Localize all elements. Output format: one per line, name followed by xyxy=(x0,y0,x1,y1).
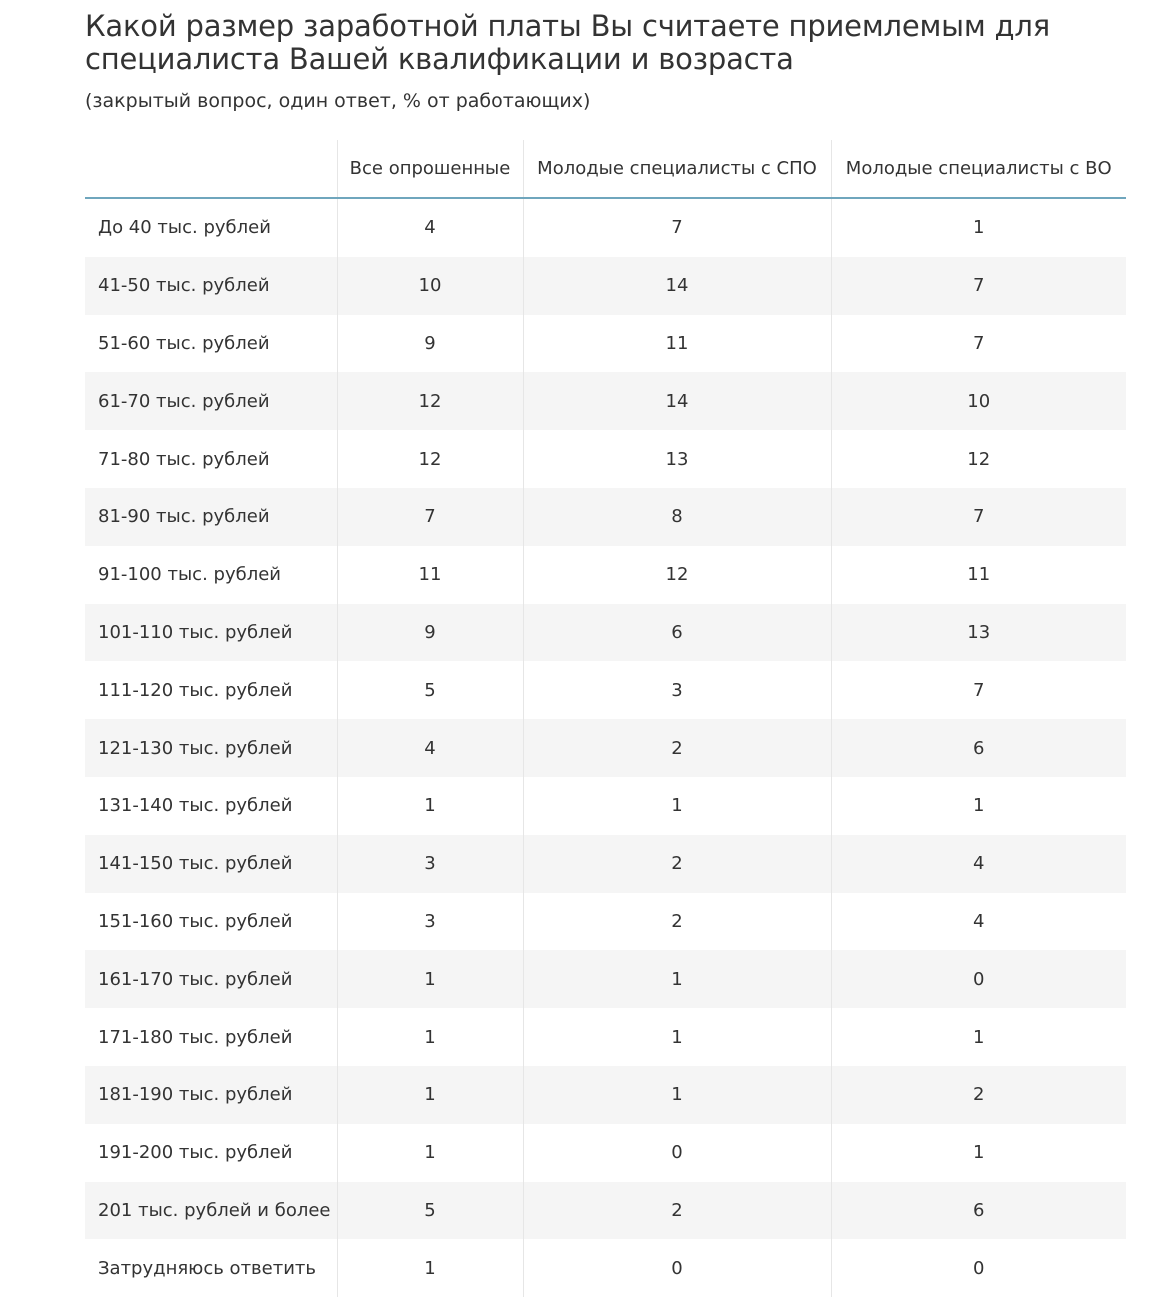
cell-young-spo: 2 xyxy=(523,1182,831,1240)
cell-all-respondents: 1 xyxy=(337,1239,523,1297)
cell-young-vo: 7 xyxy=(831,257,1126,315)
header-young-spo: Молодые специалисты с СПО xyxy=(523,140,831,198)
cell-young-spo: 14 xyxy=(523,257,831,315)
cell-young-vo: 6 xyxy=(831,719,1126,777)
cell-all-respondents: 1 xyxy=(337,1066,523,1124)
cell-young-vo: 10 xyxy=(831,372,1126,430)
table-row xyxy=(85,198,1126,257)
cell-young-spo: 14 xyxy=(523,372,831,430)
cell-young-spo: 1 xyxy=(523,950,831,1008)
cell-all-respondents: 1 xyxy=(337,950,523,1008)
header-label-column xyxy=(85,140,337,198)
cell-young-spo: 1 xyxy=(523,777,831,835)
row-label: 51-60 тыс. рублей xyxy=(98,332,270,354)
cell-young-spo: 13 xyxy=(523,430,831,488)
table-row xyxy=(85,835,1126,893)
table-row xyxy=(85,950,1126,1008)
cell-all-respondents: 1 xyxy=(337,777,523,835)
cell-young-spo: 2 xyxy=(523,835,831,893)
table-row xyxy=(85,1182,1126,1240)
cell-young-vo: 1 xyxy=(831,198,1126,257)
row-label: 81-90 тыс. рублей xyxy=(85,488,337,546)
header-young-vo: Молодые специалисты с ВО xyxy=(831,140,1126,198)
row-label: 191-200 тыс. рублей xyxy=(98,1142,293,1164)
cell-young-spo: 1 xyxy=(523,1066,831,1124)
table-row xyxy=(85,661,1126,719)
table-header xyxy=(85,140,1126,198)
row-label: 131-140 тыс. рублей xyxy=(98,795,293,817)
cell-young-vo: 4 xyxy=(831,893,1126,951)
cell-all-respondents: 5 xyxy=(337,1182,523,1240)
cell-young-spo: 8 xyxy=(523,488,831,546)
cell-young-spo: 1 xyxy=(523,1008,831,1066)
table-row xyxy=(85,430,1126,488)
table-row xyxy=(85,546,1126,604)
cell-young-spo: 0 xyxy=(523,1239,831,1297)
table-row xyxy=(85,372,1126,430)
row-label: 181-190 тыс. рублей xyxy=(85,1066,337,1124)
cell-young-vo: 4 xyxy=(831,835,1126,893)
cell-all-respondents: 1 xyxy=(337,1008,523,1066)
row-label: 121-130 тыс. рублей xyxy=(85,719,337,777)
cell-all-respondents: 9 xyxy=(337,604,523,662)
cell-young-vo: 0 xyxy=(831,950,1126,1008)
row-label: 141-150 тыс. рублей xyxy=(85,835,337,893)
table-row xyxy=(85,719,1126,777)
page-subtitle: (закрытый вопрос, один ответ, % от работающих) xyxy=(85,90,591,112)
cell-young-vo: 1 xyxy=(831,777,1126,835)
table-row xyxy=(85,1124,1126,1182)
cell-young-vo: 1 xyxy=(831,1008,1126,1066)
cell-young-spo: 0 xyxy=(523,1124,831,1182)
cell-young-spo: 11 xyxy=(523,315,831,373)
cell-young-vo: 0 xyxy=(831,1239,1126,1297)
row-label: 91-100 тыс. рублей xyxy=(98,564,281,586)
cell-young-vo: 2 xyxy=(831,1066,1126,1124)
cell-young-spo: 2 xyxy=(523,893,831,951)
cell-young-vo: 7 xyxy=(831,315,1126,373)
cell-all-respondents: 3 xyxy=(337,835,523,893)
salary-table xyxy=(85,140,1126,1297)
cell-all-respondents: 4 xyxy=(337,719,523,777)
row-label: 41-50 тыс. рублей xyxy=(85,257,337,315)
cell-young-spo: 2 xyxy=(523,719,831,777)
row-label: 71-80 тыс. рублей xyxy=(98,448,270,470)
cell-all-respondents: 10 xyxy=(337,257,523,315)
row-label: 161-170 тыс. рублей xyxy=(85,950,337,1008)
table-row xyxy=(85,777,1126,835)
cell-young-vo: 1 xyxy=(831,1124,1126,1182)
cell-all-respondents: 5 xyxy=(337,661,523,719)
table-row xyxy=(85,1008,1126,1066)
cell-all-respondents: 7 xyxy=(337,488,523,546)
row-label: 201 тыс. рублей и более xyxy=(85,1182,337,1240)
cell-all-respondents: 11 xyxy=(337,546,523,604)
cell-all-respondents: 9 xyxy=(337,315,523,373)
cell-all-respondents: 3 xyxy=(337,893,523,951)
cell-all-respondents: 12 xyxy=(337,430,523,488)
cell-young-spo: 3 xyxy=(523,661,831,719)
table-row xyxy=(85,257,1126,315)
row-label: До 40 тыс. рублей xyxy=(98,217,271,239)
cell-young-spo: 12 xyxy=(523,546,831,604)
cell-young-spo: 6 xyxy=(523,604,831,662)
header-all-respondents: Все опрошенные xyxy=(337,140,523,198)
cell-young-vo: 11 xyxy=(831,546,1126,604)
cell-young-vo: 7 xyxy=(831,661,1126,719)
table-row xyxy=(85,1239,1126,1297)
table-row xyxy=(85,315,1126,373)
row-label: 61-70 тыс. рублей xyxy=(85,372,337,430)
row-label: 171-180 тыс. рублей xyxy=(98,1026,293,1048)
page-title: Какой размер заработной платы Вы считаете приемлемым для специалиста Вашей квалификации и возраста xyxy=(85,9,1050,76)
row-label: Затрудняюсь ответить xyxy=(98,1257,317,1279)
row-label: 151-160 тыс. рублей xyxy=(98,910,293,932)
cell-young-vo: 12 xyxy=(831,430,1126,488)
cell-all-respondents: 4 xyxy=(337,198,523,257)
table-row xyxy=(85,1066,1126,1124)
header-row xyxy=(85,140,1126,198)
table-body xyxy=(85,198,1126,1297)
row-label: 101-110 тыс. рублей xyxy=(85,604,337,662)
cell-all-respondents: 12 xyxy=(337,372,523,430)
cell-young-vo: 6 xyxy=(831,1182,1126,1240)
row-label: 111-120 тыс. рублей xyxy=(98,679,293,701)
table-row xyxy=(85,893,1126,951)
cell-young-vo: 7 xyxy=(831,488,1126,546)
table-row xyxy=(85,488,1126,546)
table-row xyxy=(85,604,1126,662)
cell-young-spo: 7 xyxy=(523,198,831,257)
cell-all-respondents: 1 xyxy=(337,1124,523,1182)
cell-young-vo: 13 xyxy=(831,604,1126,662)
